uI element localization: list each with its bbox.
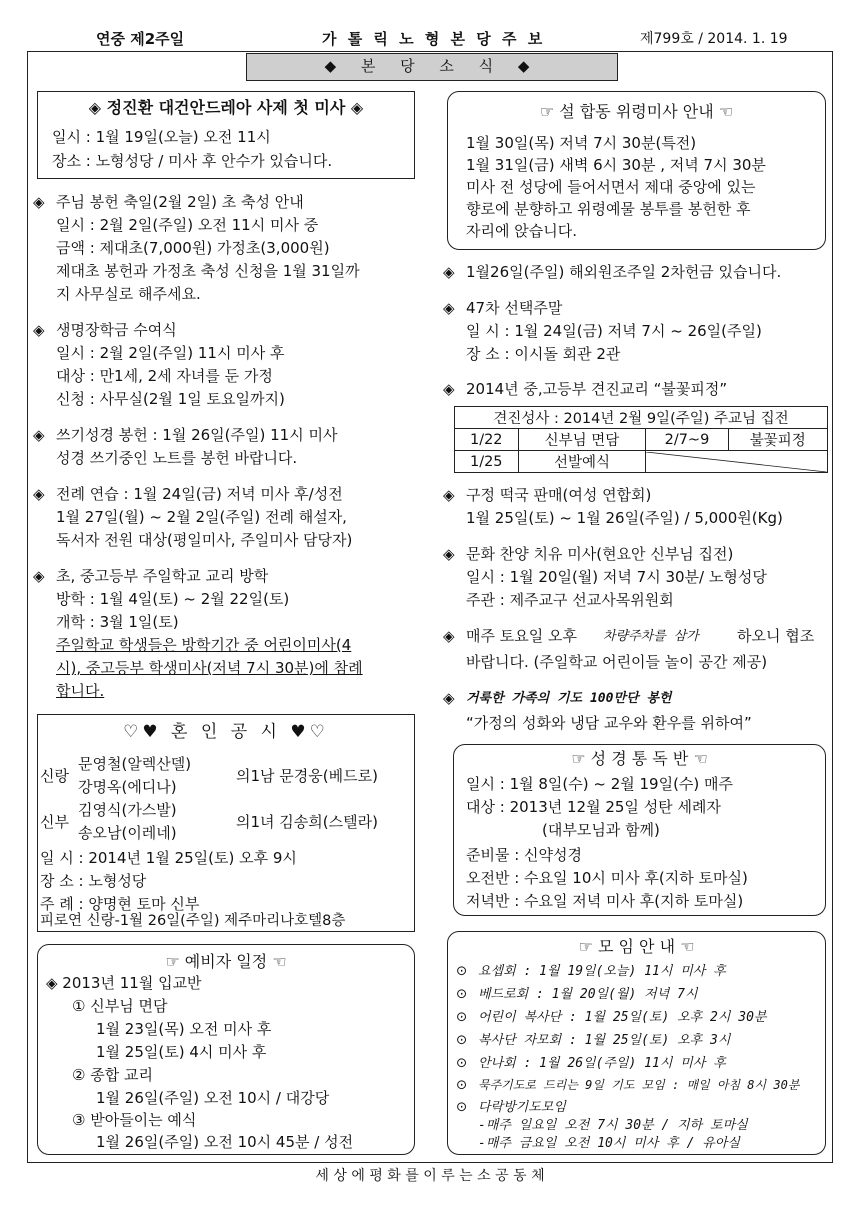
meeting-bullet-icon: ⊙ [456,963,468,979]
candle-body-1: 제대초 봉헌과 가정초 축성 신청을 1월 31일까 [56,262,360,280]
school-opening: 개학 : 3월 1일(토) [56,613,179,631]
catechumen-heading: ◈ 2013년 11월 입교반 [46,974,202,992]
meeting-item: 안나회 : 1월 26일(주일) 11시 미사 후 [478,1056,726,1071]
lunar-mass-note-2: 향로에 분향하고 위령예물 봉투를 봉헌한 후 [466,200,751,218]
meeting-item: 복사단 자모회 : 1월 25일(토) 오후 3시 [478,1033,731,1048]
bullet-icon: ◈ [443,299,455,317]
bullet-icon: ◈ [443,627,455,645]
meeting-bullet-icon: ⊙ [456,1099,468,1115]
paper-title: 가 톨 릭 노 형 본 당 주 보 [322,30,546,48]
bullet-icon: ◈ [33,193,45,211]
meeting-item: 어린이 복사단 : 1월 25일(토) 오후 2시 30분 [478,1010,767,1025]
parking-post: 하오니 협조 [737,627,815,645]
section-banner: ◆ 본 당 소 식 ◆ [246,53,618,81]
parking-line-2: 바랍니다. (주일학교 어린이들 놀이 공간 제공) [466,653,768,671]
table-cell: 신부님 면담 [518,429,646,451]
meeting-bullet-icon: ⊙ [456,1077,468,1093]
bride-mother: 송오남(이레네) [78,824,177,842]
confirmation-table [454,406,828,473]
issue-number: 제799호 / 2014. 1. 19 [640,31,788,47]
retreat-time: 일 시 : 1월 24일(금) 저녁 7시 ~ 26일(주일) [466,322,762,340]
wedding-place: 장 소 : 노형성당 [40,872,147,890]
bible-class-box [453,744,826,916]
meeting-sub-item: -매주 일요일 오전 7시 30분 / 지하 토마실 [478,1118,748,1133]
wedding-date: 일 시 : 2014년 1월 25일(토) 오후 9시 [40,849,297,867]
school-note-1: 주일학교 학생들은 방학기간 중 어린이미사(4 [56,636,352,654]
catechumen-box [37,944,415,1155]
groom-label: 신랑 [40,767,69,785]
confirmation-table-header: 견진성사 : 2014년 2월 9일(주일) 주교님 집전 [455,407,828,429]
parking-pre: 매주 토요일 오후 [466,627,577,645]
table-cell: 1/25 [455,451,519,473]
wedding-officiant: 주 례 : 양명현 토마 신부 [40,895,200,913]
meetings-title: ☞ 모 임 안 내 ☜ [578,937,695,956]
wedding-reception: 피로연 신랑-1월 26일(주일) 제주마리나호텔8층 [40,913,346,929]
candle-heading: 주님 봉헌 축일(2월 2일) 초 축성 안내 [56,193,304,211]
bible-writing-line: 성경 쓰기중인 노트를 봉헌 바랍니다. [56,449,298,467]
healing-heading: 문화 찬양 치유 미사(현요안 신부님 집전) [466,545,734,563]
meeting-item: 베드로회 : 1월 20일(월) 저녁 7시 [478,987,698,1002]
overseas-mission-notice: 1월26일(주일) 해외원조주일 2차헌금 있습니다. [466,263,782,281]
meeting-bullet-icon: ⊙ [456,1032,468,1048]
bullet-icon: ◈ [33,426,45,444]
table-empty-cell [646,451,828,473]
school-vacation: 방학 : 1월 4일(토) ~ 2월 22일(토) [56,590,290,608]
liturgy-line-2: 독서자 전원 대상(평일미사, 주일미사 담당자) [56,531,353,549]
interview-date-2: 1월 25일(토) 4시 미사 후 [96,1043,267,1061]
first-mass-time: 일시 : 1월 19일(오늘) 오전 11시 [52,128,271,146]
bible-class-materials: 준비물 : 신약성경 [466,846,583,864]
meeting-bullet-icon: ⊙ [456,1009,468,1025]
candle-body-2: 지 사무실로 해주세요. [56,285,201,303]
parking-handwritten: 차량주차를 삼가 [603,629,699,644]
bible-class-target: 대상 : 2013년 12월 25일 성탄 세례자 [466,798,721,816]
season-label: 연중 제2주일 [96,30,185,48]
bullet-icon: ◈ [443,545,455,563]
footer-motto: 세 상 에 평 화 를 이 루 는 소 공 동 체 [315,1168,545,1184]
retreat-place: 장 소 : 이시돌 회관 2관 [466,345,621,363]
interview-date-1: 1월 23일(목) 오전 미사 후 [96,1020,272,1038]
healing-host: 주관 : 제주교구 선교사목위원회 [466,591,674,609]
bullet-icon: ◈ [443,689,455,707]
groom-mother: 강명옥(에디나) [78,778,177,796]
groom-name: 의1남 문경웅(베드로) [236,767,378,785]
step-interview: ① 신부님 면담 [72,997,168,1015]
rice-cake-heading: 구정 떡국 판매(여성 연합회) [466,486,652,504]
bible-class-morning: 오전반 : 수요일 10시 미사 후(지하 토마실) [466,869,748,887]
meetings-box [447,931,826,1155]
table-cell: 2/7~9 [646,429,728,451]
candle-time: 일시 : 2월 2일(주일) 오전 11시 미사 중 [56,216,319,234]
bullet-icon: ◈ [33,567,45,585]
holy-family-heading: 거룩한 가족의 기도 100만단 봉헌 [466,691,672,706]
scholarship-apply: 신청 : 사무실(2월 1일 토요일까지) [56,390,285,408]
bullet-icon: ◈ [33,321,45,339]
meeting-bullet-icon: ⊙ [456,986,468,1002]
meeting-item: 다락방기도모임 [478,1100,566,1115]
candle-price: 금액 : 제대초(7,000원) 가정초(3,000원) [56,239,330,257]
scholarship-target: 대상 : 만1세, 2세 자녀를 둔 가정 [56,367,273,385]
bride-name: 의1녀 김송희(스텔라) [236,813,378,831]
first-mass-box [37,91,415,179]
confirmation-heading: 2014년 중,고등부 견진교리 “불꽃피정” [466,380,728,398]
school-heading: 초, 중고등부 주일학교 교리 방학 [56,567,269,585]
lunar-mass-title: ☞ 설 합동 위령미사 안내 ☜ [539,102,734,121]
lunar-mass-note-3: 자리에 앉습니다. [466,222,577,240]
bullet-icon: ◈ [443,380,455,398]
bullet-icon: ◈ [33,485,45,503]
first-mass-place: 장소 : 노형성당 / 미사 후 안수가 있습니다. [52,152,333,170]
lunar-mass-box [447,91,826,250]
meeting-item: 요셉회 : 1월 19일(오늘) 11시 미사 후 [478,964,726,979]
bible-class-title: ☞ 성 경 통 독 반 ☜ [571,749,708,768]
bullet-icon: ◈ [443,263,455,281]
bride-label: 신부 [40,813,69,831]
liturgy-line-1: 1월 27일(월) ~ 2월 2일(주일) 전례 해설자, [56,508,347,526]
scholarship-heading: 생명장학금 수여식 [56,321,177,339]
table-cell: 선발예식 [518,451,646,473]
rite-date: 1월 26일(주일) 오전 10시 45분 / 성전 [96,1133,354,1151]
marriage-title: ♡♥ 혼 인 공 시 ♥♡ [123,722,329,742]
liturgy-heading: 전례 연습 : 1월 24일(금) 저녁 미사 후/성전 [56,485,343,503]
lunar-mass-date-1: 1월 30일(목) 저녁 7시 30분(특전) [466,134,697,152]
bible-writing-heading: 쓰기성경 봉헌 : 1월 26일(주일) 11시 미사 [56,426,338,444]
lunar-mass-note-1: 미사 전 성당에 들어서면서 제대 중앙에 있는 [466,178,756,196]
healing-time: 일시 : 1월 20일(월) 저녁 7시 30분/ 노형성당 [466,568,767,586]
lunar-mass-date-2: 1월 31일(금) 새벽 6시 30분 , 저녁 7시 30분 [466,156,766,174]
bride-father: 김영식(가스발) [78,801,177,819]
bible-class-period: 일시 : 1월 8일(수) ~ 2월 19일(수) 매주 [466,775,734,793]
bible-class-godparents: (대부모님과 함께) [542,821,660,839]
meeting-item: 묵주기도로 드리는 9일 기도 모임 : 매일 아침 8시 30분 [478,1078,800,1092]
step-rite: ③ 받아들이는 예식 [72,1111,197,1129]
school-note-3: 합니다. [56,682,105,700]
retreat-heading: 47차 선택주말 [466,299,563,317]
catechumen-title: ☞ 예비자 일정 ☜ [165,952,287,971]
table-cell: 1/22 [455,429,519,451]
rice-cake-line: 1월 25일(토) ~ 1월 26일(주일) / 5,000원(Kg) [466,509,783,527]
groom-father: 문영철(알렉산델) [78,755,192,773]
first-mass-title: ◈ 정진환 대건안드레아 사제 첫 미사 ◈ [88,98,364,117]
marriage-box [37,714,415,932]
school-note-2: 시), 중고등부 학생미사(저녁 7시 30분)에 참례 [56,659,363,677]
meeting-sub-item: -매주 금요일 오전 10시 미사 후 / 유아실 [478,1136,740,1151]
bible-class-evening: 저녁반 : 수요일 저녁 미사 후(지하 토마실) [466,892,744,910]
meeting-bullet-icon: ⊙ [456,1055,468,1071]
bullet-icon: ◈ [443,486,455,504]
table-cell: 불꽃피정 [728,429,827,451]
step-catechism: ② 종합 교리 [72,1066,153,1084]
catechism-date: 1월 26일(주일) 오전 10시 / 대강당 [96,1089,330,1107]
scholarship-time: 일시 : 2월 2일(주일) 11시 미사 후 [56,344,285,362]
holy-family-intention: “가정의 성화와 냉담 교우와 환우를 위하여” [466,714,752,732]
